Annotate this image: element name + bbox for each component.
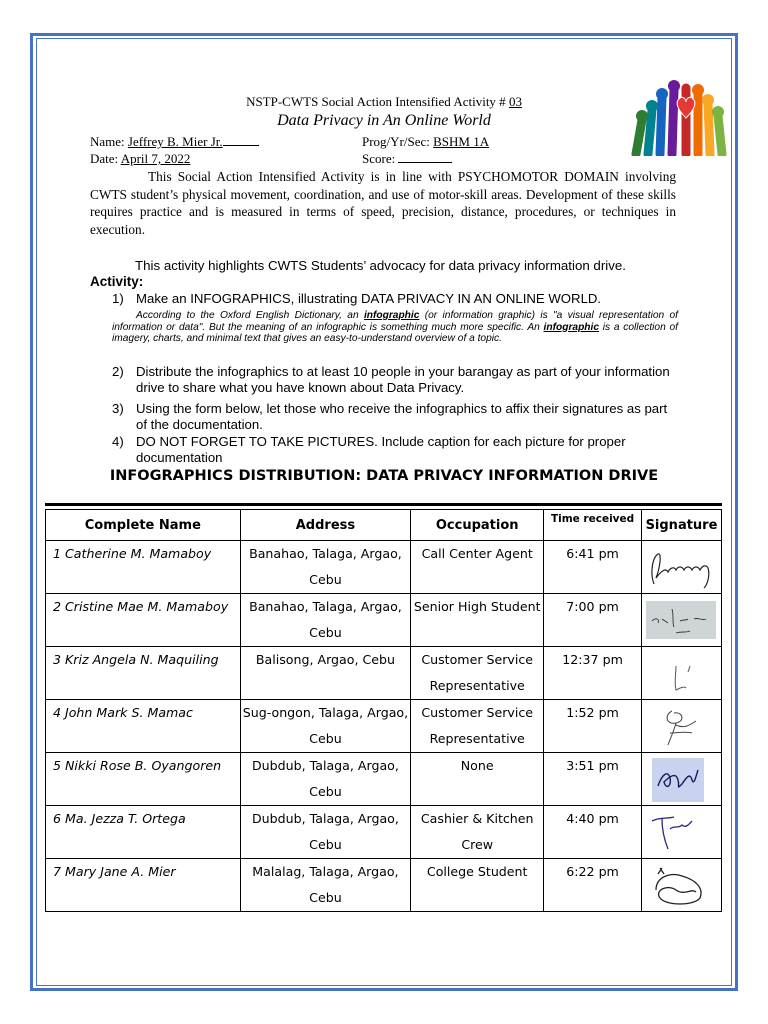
cell-occupation: Customer Service Representative: [411, 700, 544, 753]
header-address: Address: [240, 510, 411, 541]
cell-signature: [641, 753, 721, 806]
activity-header: NSTP-CWTS Social Action Intensified Activity # 03: [246, 94, 522, 109]
cell-occupation: Senior High Student: [411, 594, 544, 647]
table-row: [46, 594, 722, 647]
cell-time: 6:41 pm: [544, 541, 642, 594]
cell-name: 4 John Mark S. Mamac: [46, 700, 241, 753]
cell-address: Dubdub, Talaga, Argao, Cebu: [240, 753, 411, 806]
activity-label: Activity:: [90, 274, 144, 289]
list-item: 2) Distribute the infographics to at least 10 people in your barangay as part of your information drive to share what you have known about Data Privacy.: [112, 364, 670, 395]
cell-address: Malalag, Talaga, Argao, Cebu: [240, 859, 411, 912]
infographic-definition: According to the Oxford English Dictionary, an infographic (or information graphic) is "a visual representation of information or data". But the meaning of an infographic is something much more specific. An infographic is a collection of imagery, charts, and minimal text that gives an easy-to-understand overview of a topic.: [112, 310, 679, 345]
cell-address: Balisong, Argao, Cebu: [240, 647, 411, 700]
cell-name: 2 Cristine Mae M. Mamaboy: [46, 594, 241, 647]
name-field: Name: Jeffrey B. Mier Jr.: [90, 134, 259, 150]
table-top-rule: [45, 503, 722, 506]
table-row: [46, 647, 722, 700]
page-title: Data Privacy in An Online World: [277, 112, 491, 129]
cell-name: 6 Ma. Jezza T. Ortega: [46, 806, 241, 859]
cell-name: 3 Kriz Angela N. Maquiling: [46, 647, 241, 700]
header-signature: Signature: [641, 510, 721, 541]
table-row: [46, 541, 722, 594]
table-title: INFOGRAPHICS DISTRIBUTION: DATA PRIVACY INFORMATION DRIVE: [109, 468, 659, 484]
list-item: 4) DO NOT FORGET TO TAKE PICTURES. Include caption for each picture for proper documentation: [112, 434, 626, 465]
header-occupation: Occupation: [411, 510, 544, 541]
cell-signature: [641, 647, 721, 700]
date-field: Date: April 7, 2022: [90, 151, 191, 166]
cell-signature: [641, 594, 721, 647]
signature-image: [646, 650, 716, 696]
cell-name: 7 Mary Jane A. Mier: [46, 859, 241, 912]
signature-image: [646, 597, 716, 643]
cell-name: 1 Catherine M. Mamaboy: [46, 541, 241, 594]
table-row: [46, 806, 722, 859]
score-field: Score:: [362, 151, 452, 167]
intro-paragraph: This Social Action Intensified Activity is in line with PSYCHOMOTOR DOMAIN involving CWTS student’s physical movement, coordination, and use of motor-skill areas. Development of these skills requires practice and is measured in terms of speed, precision, distance, procedures, or techniques in execution.: [90, 169, 676, 237]
cell-occupation: Cashier & Kitchen Crew: [411, 806, 544, 859]
table-row: [46, 859, 722, 912]
list-item: 3) Using the form below, let those who receive the infographics to affix their signatures as part of the documentation.: [112, 401, 668, 432]
highlights-text: This activity highlights CWTS Students’ advocacy for data privacy information drive.: [135, 258, 626, 273]
cell-signature: [641, 541, 721, 594]
header-time-received: Time received: [544, 510, 642, 541]
signature-image: [646, 809, 716, 855]
table-row: [46, 753, 722, 806]
signature-image: [646, 862, 716, 908]
activity-number: 03: [508, 94, 522, 109]
header-complete-name: Complete Name: [46, 510, 241, 541]
cell-signature: [641, 806, 721, 859]
cell-time: 6:22 pm: [544, 859, 642, 912]
cell-occupation: College Student: [411, 859, 544, 912]
cell-time: 1:52 pm: [544, 700, 642, 753]
table-row: [46, 700, 722, 753]
cell-time: 4:40 pm: [544, 806, 642, 859]
cell-signature: [641, 859, 721, 912]
signature-image: [646, 544, 716, 590]
prog-field: Prog/Yr/Sec: BSHM 1A: [362, 134, 490, 149]
cell-occupation: None: [411, 753, 544, 806]
list-item: 1) Make an INFOGRAPHICS, illustrating DATA PRIVACY IN AN ONLINE WORLD.: [112, 291, 602, 306]
table-header-row: [46, 510, 722, 541]
cell-signature: [641, 700, 721, 753]
cell-address: Sug-ongon, Talaga, Argao, Cebu: [240, 700, 411, 753]
cell-name: 5 Nikki Rose B. Oyangoren: [46, 753, 241, 806]
distribution-table: [45, 509, 722, 912]
cell-address: Banahao, Talaga, Argao, Cebu: [240, 541, 411, 594]
signature-image: [646, 756, 716, 802]
cell-time: 12:37 pm: [544, 647, 642, 700]
cell-time: 3:51 pm: [544, 753, 642, 806]
signature-image: [646, 703, 716, 749]
cell-time: 7:00 pm: [544, 594, 642, 647]
cell-address: Dubdub, Talaga, Argao, Cebu: [240, 806, 411, 859]
cell-occupation: Call Center Agent: [411, 541, 544, 594]
cell-occupation: Customer Service Representative: [411, 647, 544, 700]
cell-address: Banahao, Talaga, Argao, Cebu: [240, 594, 411, 647]
